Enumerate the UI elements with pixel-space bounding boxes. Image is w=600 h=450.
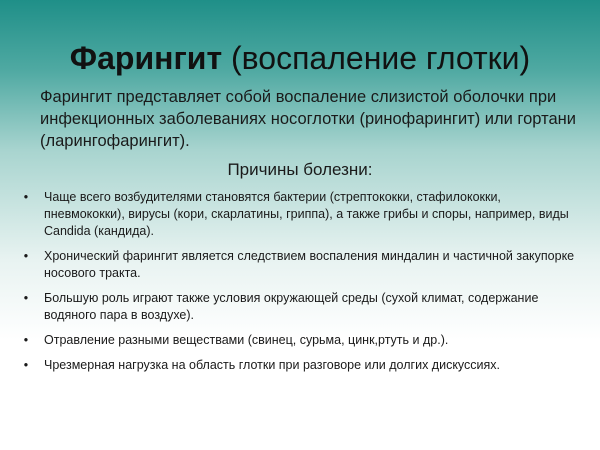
list-item-text: Отравление разными веществами (свинец, сурьма, цинк,ртуть и др.).	[44, 333, 449, 347]
list-item	[20, 357, 580, 374]
list-item	[20, 332, 580, 349]
bullet-icon: •	[23, 291, 29, 305]
list-item	[20, 189, 580, 240]
list-item	[20, 290, 580, 324]
causes-heading: Причины болезни:	[227, 160, 373, 179]
list-item-text: Хронический фарингит является следствием воспаления миндалин и частичной закупорке носового тракта.	[44, 249, 575, 280]
intro-paragraph: Фарингит представляет собой воспаление слизистой оболочки при инфекционных заболеваниях носоглотки (ринофарингит) или гортани (ларингофарингит).	[40, 88, 576, 150]
causes-list	[20, 189, 580, 382]
list-item-text: Чаще всего возбудителями становятся бактерии (стрептококки, стафилококки, пневмококки), вирусы (кори, скарлатины, гриппа), а также грибы и споры, например, виды Candida (кандида).	[44, 190, 569, 238]
bullet-icon: •	[23, 249, 29, 263]
slide-title-rest: (воспаление глотки)	[222, 40, 531, 76]
list-item	[20, 248, 580, 282]
list-item-text: Большую роль играют также условия окружающей среды (сухой климат, содержание водяного пара в воздухе).	[44, 291, 539, 322]
bullet-icon: •	[23, 333, 29, 347]
list-item-text: Чрезмерная нагрузка на область глотки при разговоре или долгих дискуссиях.	[44, 358, 501, 372]
slide-title	[0, 38, 600, 78]
bullet-icon: •	[23, 358, 29, 372]
slide-title-strong: Фарингит	[69, 40, 223, 76]
bullet-icon: •	[23, 190, 29, 204]
